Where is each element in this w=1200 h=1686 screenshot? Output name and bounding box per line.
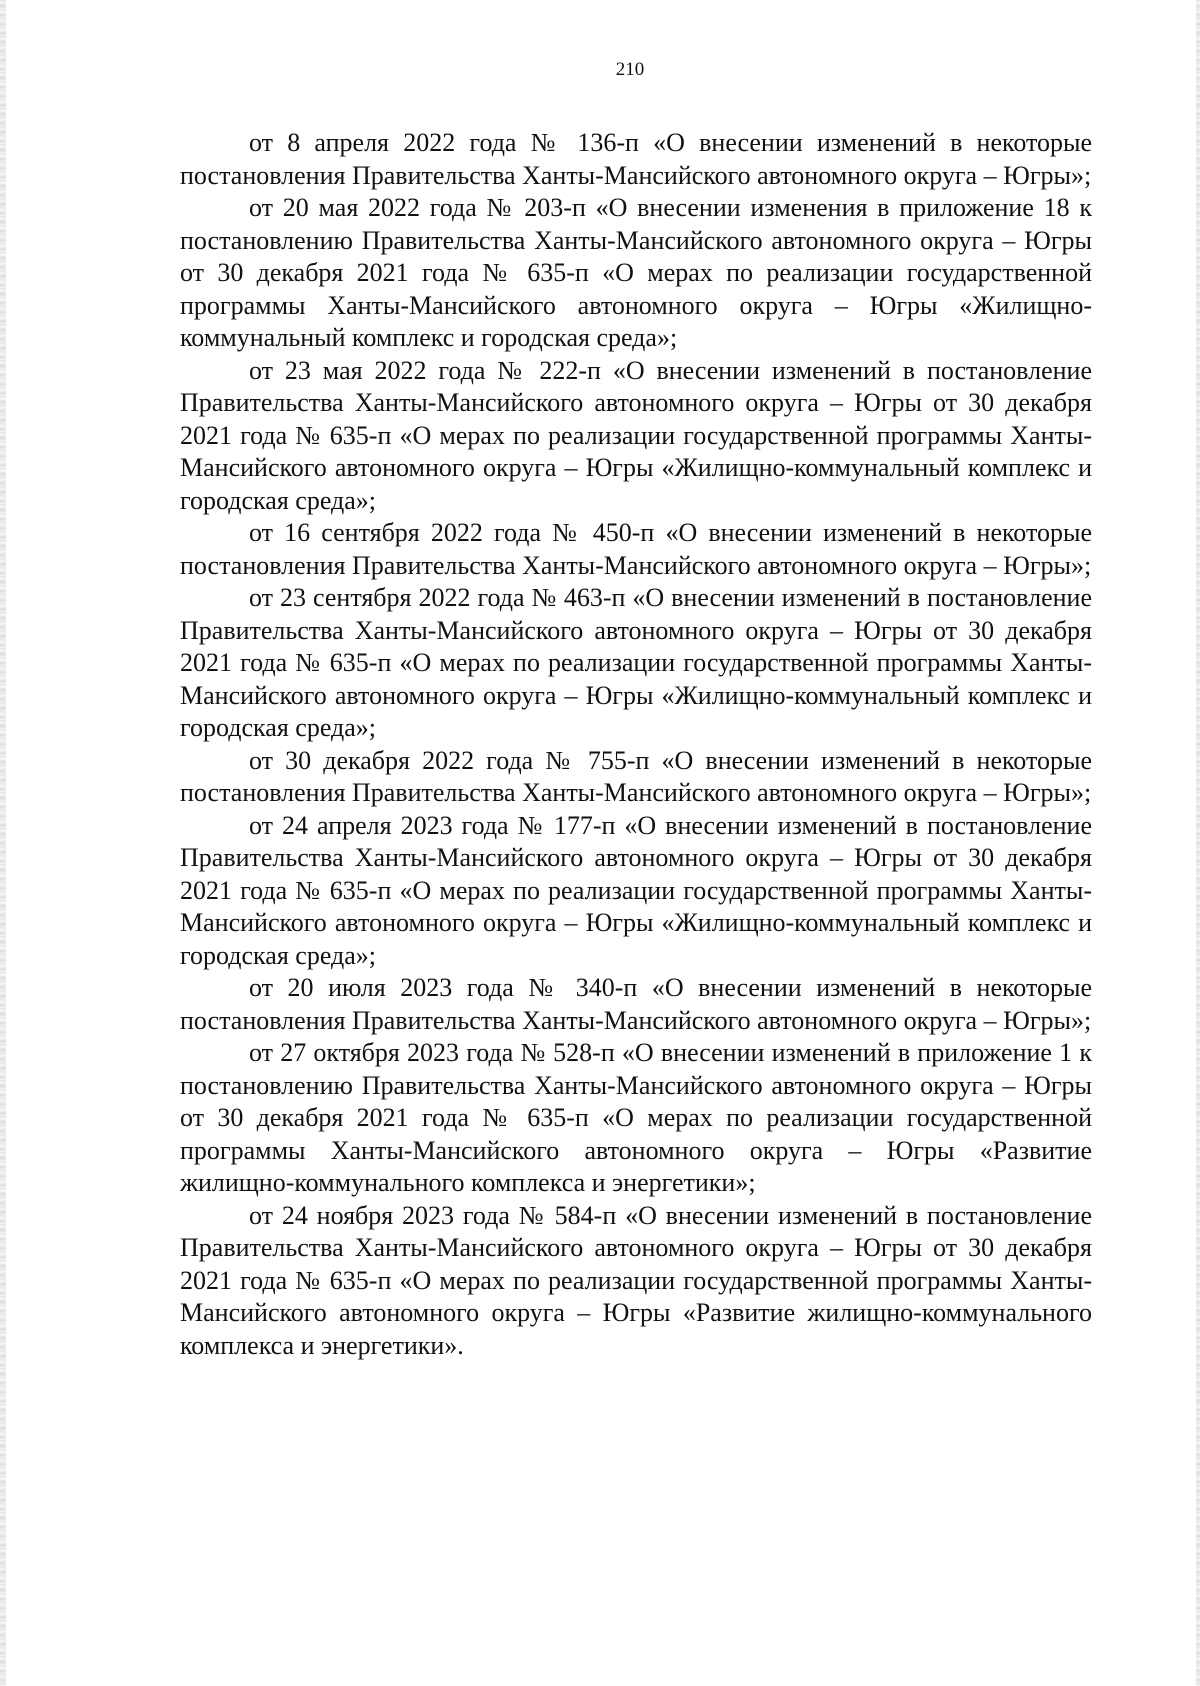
resolution-item-1: от 8 апреля 2022 года № 136-п «О внесении изменений в некоторые постановления Правительства Ханты-Мансийского автономного округа – Югры»; xyxy=(180,128,1092,190)
resolution-item-2: от 20 мая 2022 года № 203-п «О внесении изменения в приложение 18 к постановлению Правительства Ханты-Мансийского автономного округа – Югры от 30 декабря 2021 года № 635-п «О мерах по реализации государственной программы Ханты-Мансийского автономного округа – Югры «Жилищно-коммунальный комплекс и городская среда»; xyxy=(180,193,1092,352)
resolution-item-7: от 24 апреля 2023 года № 177-п «О внесении изменений в постановление Правительства Ханты-Мансийского автономного округа – Югры от 30 декабря 2021 года № 635-п «О мерах по реализации государственной программы Ханты-Мансийского автономного округа – Югры «Жилищно-коммунальный комплекс и городская среда»; xyxy=(180,810,1092,970)
resolution-item-6: от 30 декабря 2022 года № 755-п «О внесении изменений в некоторые постановления Правительства Ханты-Мансийского автономного округа – Югры»; xyxy=(180,745,1092,807)
resolution-item-5: от 23 сентября 2022 года № 463-п «О внесении изменений в постановление Правительства Ханты-Мансийского автономного округа – Югры от 30 декабря 2021 года № 635-п «О мерах по реализации государственной программы Ханты-Мансийского автономного округа – Югры «Жилищно-коммунальный комплекс и городская среда»; xyxy=(180,583,1092,742)
page-number: 210 xyxy=(615,59,645,80)
resolution-item-9: от 27 октября 2023 года № 528-п «О внесении изменений в приложение 1 к постановлению Правительства Ханты-Мансийского автономного округа – Югры от 30 декабря 2021 года № 635-п «О мерах по реализации государственной программы Ханты-Мансийского автономного округа – Югры «Развитие жилищно-коммунального комплекса и энергетики»; xyxy=(180,1038,1092,1197)
resolution-item-4: от 16 сентября 2022 года № 450-п «О внесении изменений в некоторые постановления Правительства Ханты-Мансийского автономного округа – Югры»; xyxy=(180,518,1092,580)
scan-edge-left xyxy=(0,0,6,1686)
resolution-item-3: от 23 мая 2022 года № 222-п «О внесении изменений в постановление Правительства Ханты-Мансийского автономного округа – Югры от 30 декабря 2021 года № 635-п «О мерах по реализации государственной программы Ханты-Мансийского автономного округа – Югры «Жилищно-коммунальный комплекс и городская среда»; xyxy=(180,355,1092,515)
document-body xyxy=(180,127,1092,1362)
scan-edge-right xyxy=(1196,0,1200,1686)
resolution-item-8: от 20 июля 2023 года № 340-п «О внесении изменений в некоторые постановления Правительства Ханты-Мансийского автономного округа – Югры»; xyxy=(180,973,1092,1035)
resolution-item-10: от 24 ноября 2023 года № 584-п «О внесении изменений в постановление Правительства Ханты-Мансийского автономного округа – Югры от 30 декабря 2021 года № 635-п «О мерах по реализации государственной программы Ханты-Мансийского автономного округа – Югры «Развитие жилищно-коммунального комплекса и энергетики». xyxy=(180,1200,1092,1360)
